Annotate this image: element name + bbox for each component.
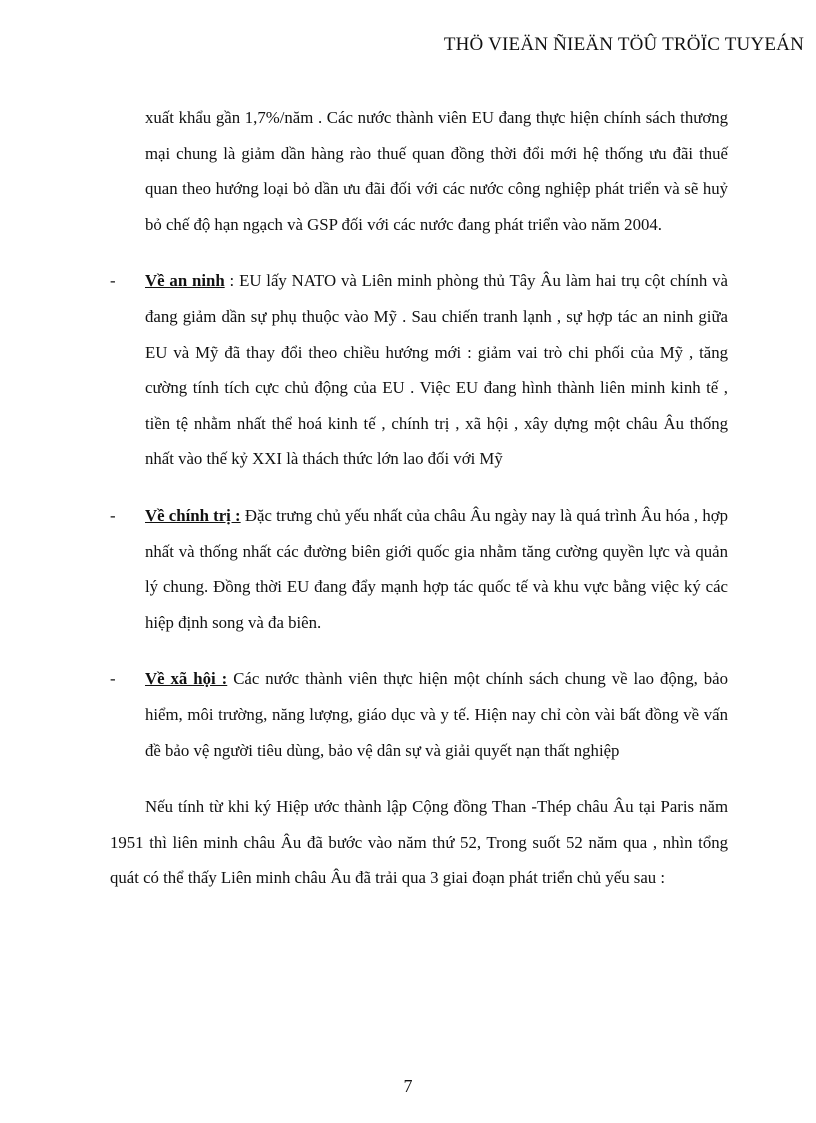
security-text: EU lấy NATO và Liên minh phòng thủ Tây Âu làm hai trụ cột chính và đang giảm dần sự phụ thuộc vào Mỹ . Sau chiến tranh lạnh , sự hợp tác an ninh giữa EU và Mỹ đã thay đổi theo chiều hướng mới : giảm vai trò chi phối của Mỹ , tăng cường tính tích cực chủ động của EU . Việc EU đang hình thành liên minh kinh tế , tiền tệ nhằm nhất thể hoá kinh tế , chính trị , xã hội , xây dựng một châu Âu thống nhất vào thế kỷ XXI là thách thức lớn lao đối với Mỹ (145, 271, 729, 469)
label-separator: : (224, 271, 240, 291)
society-text: Các nước thành viên thực hiện một chính sách chung về lao động, bảo hiểm, môi trường, năng lượng, giáo dục và y tế. Hiện nay chỉ còn vài bất đồng về vấn đề bảo vệ người tiêu dùng, bảo vệ dân sự và giải quyết nạn thất nghiệp (145, 669, 728, 760)
politics-label: Về chính trị : (145, 505, 241, 525)
bullet-dash: - (110, 505, 116, 525)
spacer (110, 768, 728, 789)
spacer (110, 640, 728, 661)
page-header: THÖ VIEÄN ÑIEÄN TÖÛ TRÖÏC TUYEÁN (443, 34, 804, 55)
security-label: Về an ninh (145, 271, 225, 291)
continuation-paragraph: xuất khẩu gần 1,7%/năm . Các nước thành viên EU đang thực hiện chính sách thương mại chung là giảm dần hàng rào thuế quan đồng thời đổi mới hệ thống ưu đãi thuế quan theo hướng loại bỏ dần ưu đãi đối với các nước công nghiệp phát triển và sẽ huỷ bỏ chế độ hạn ngạch và GSP đối với các nước đang phát triển vào năm 2004. (145, 108, 728, 234)
politics-text: Đặc trưng chủ yếu nhất của châu Âu ngày nay là quá trình Âu hóa , hợp nhất và thống nhất các đường biên giới quốc gia nhằm tăng cường quyền lực và quản lý chung. Đồng thời EU đang đẩy mạnh hợp tác quốc tế và khu vực bằng việc ký các hiệp định song và đa biên. (145, 505, 728, 632)
spacer (110, 242, 728, 263)
bullet-dash: - (110, 669, 116, 689)
spacer (110, 477, 728, 498)
politics-item (110, 498, 728, 640)
society-item (110, 661, 728, 768)
page-number: 7 (403, 1076, 413, 1096)
security-item (110, 263, 728, 477)
bullet-dash: - (110, 271, 116, 291)
society-label: Về xã hội : (145, 669, 228, 689)
document-body (110, 100, 728, 896)
history-paragraph: Nếu tính từ khi ký Hiệp ước thành lập Cộng đồng Than -Thép châu Âu tại Paris năm 1951 thì liên minh châu Âu đã bước vào năm thứ 52, Trong suốt 52 năm qua , nhìn tổng quát có thể thấy Liên minh châu Âu đã trải qua 3 giai đoạn phát triển chủ yếu sau : (110, 797, 728, 888)
